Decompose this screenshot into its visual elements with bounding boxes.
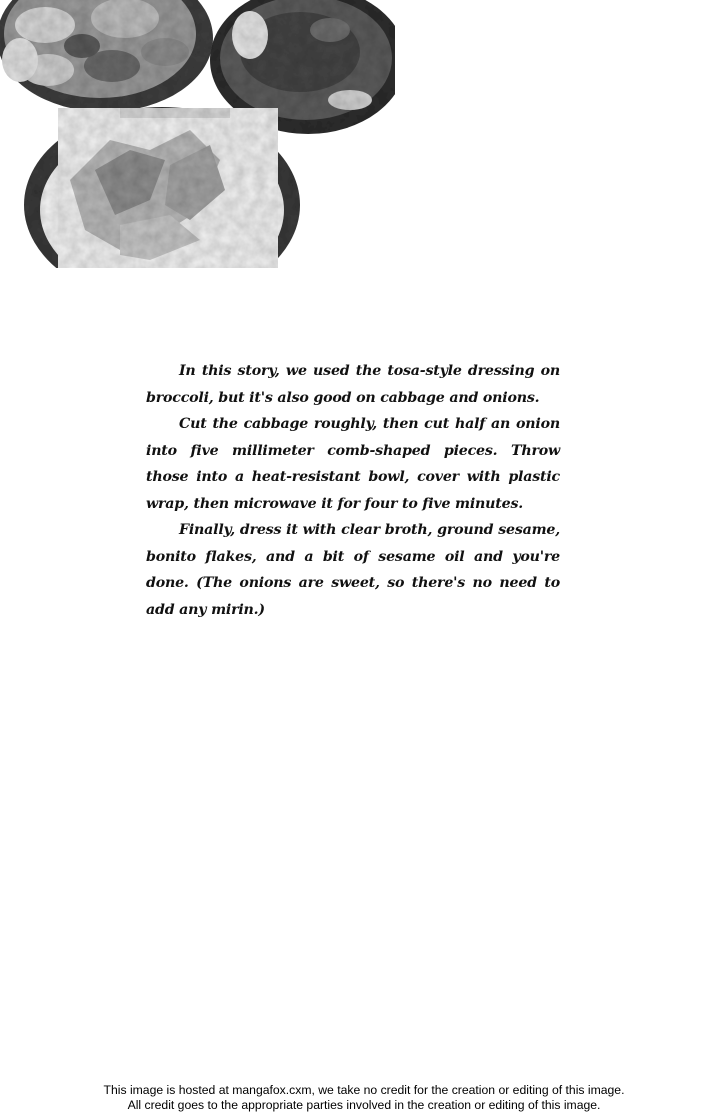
recipe-notes bbox=[146, 358, 560, 623]
credit-line-1: This image is hosted at mangafox.cxm, we take no credit for the creation or editing of this image. bbox=[103, 1083, 625, 1097]
hosting-credit-notice bbox=[0, 1083, 728, 1113]
recipe-paragraph-intro: In this story, we used the tosa-style dressing on broccoli, but it's also good on cabbage and onions. bbox=[146, 363, 560, 406]
dressed-vegetable-dish-photo bbox=[24, 107, 300, 270]
vegetable-dish-photo bbox=[0, 0, 213, 112]
recipe-paragraph-dressing: Finally, dress it with clear broth, ground sesame, bonito flakes, and a bit of sesame oil and you're done. (The onions are sweet, so there's no need to add any mirin.) bbox=[146, 522, 560, 618]
food-photos bbox=[0, 0, 395, 270]
food-photo-collage bbox=[0, 0, 395, 270]
credit-line-2: All credit goes to the appropriate parties involved in the creation or editing of this image. bbox=[127, 1098, 601, 1112]
recipe-paragraph-preparation: Cut the cabbage roughly, then cut half an onion into five millimeter comb-shaped pieces. Throw those into a heat-resistant bowl, cover with plastic wrap, then microwave it for four to five minutes. bbox=[146, 416, 560, 512]
